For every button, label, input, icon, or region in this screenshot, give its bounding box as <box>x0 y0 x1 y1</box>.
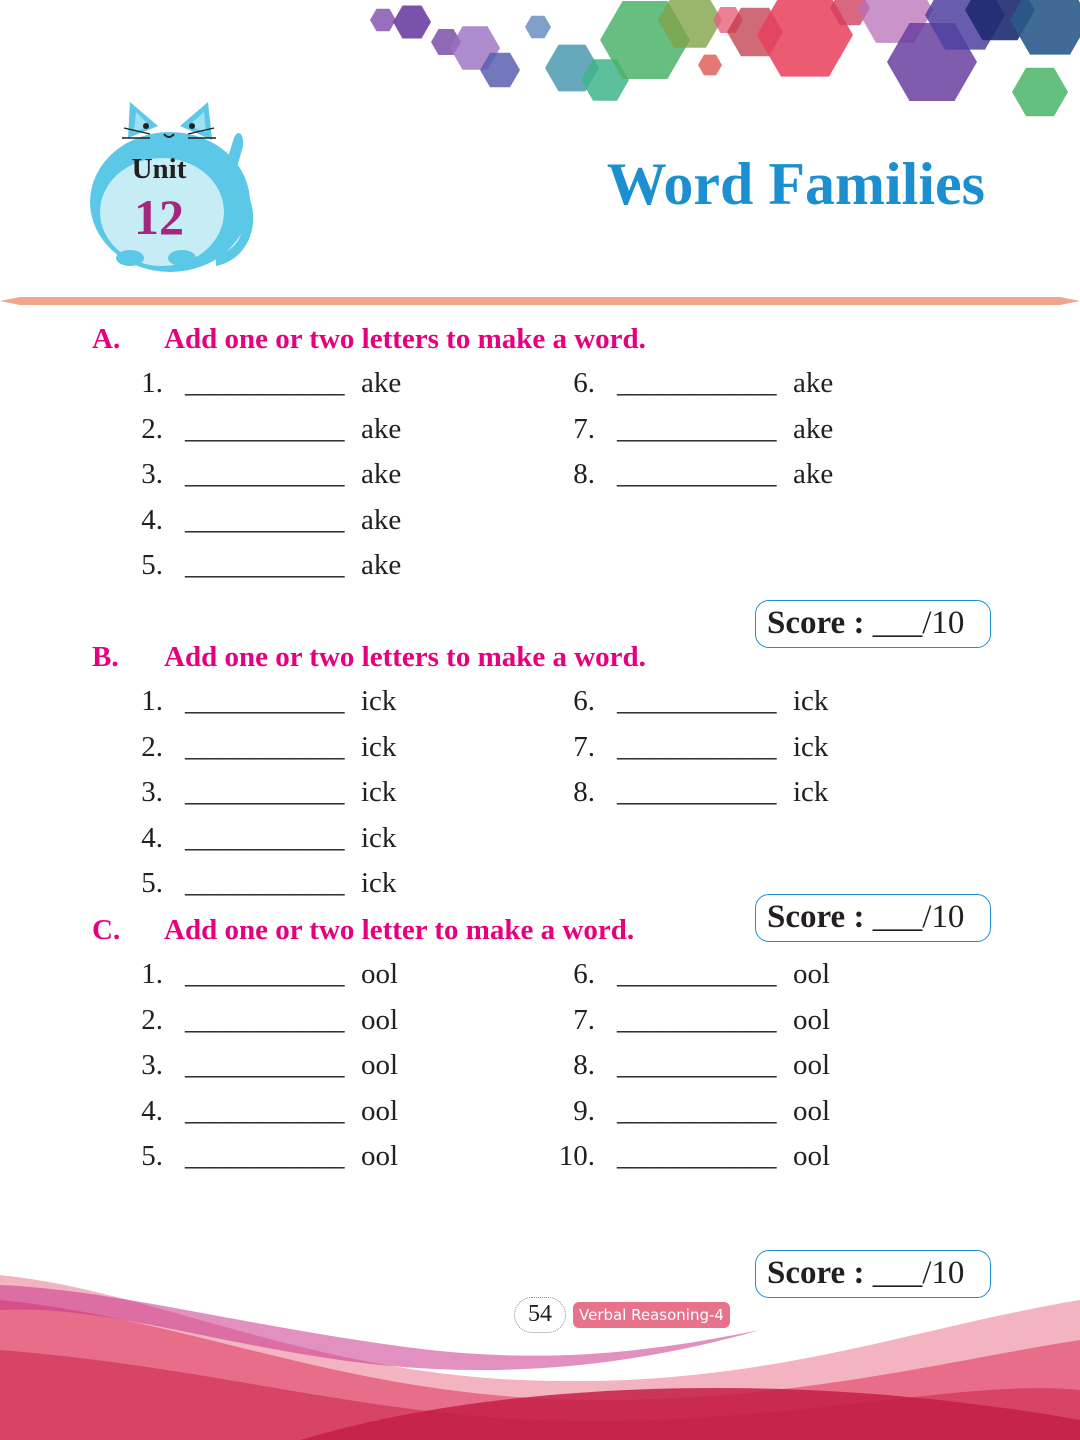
item-number: 4. <box>141 821 163 854</box>
score-total: /10 <box>922 1255 965 1291</box>
item-number: 2. <box>141 1003 163 1036</box>
hexagon-shape <box>1010 0 1080 55</box>
item-number: 4. <box>141 1094 163 1127</box>
item-number: 5. <box>141 549 163 581</box>
answer-blank[interactable]: ___________ <box>617 412 777 445</box>
answer-blank[interactable]: ___________ <box>185 412 345 445</box>
item-number: 1. <box>141 685 163 717</box>
word-ending: ick <box>361 776 397 808</box>
hexagon-shape <box>370 9 396 32</box>
word-ending: ool <box>361 1049 399 1081</box>
item-number: 6. <box>573 367 595 399</box>
answer-blank[interactable]: ___________ <box>617 458 777 490</box>
word-ending: ake <box>361 412 402 445</box>
hexagon-shape <box>393 6 431 39</box>
item-number: 7. <box>573 1003 595 1036</box>
answer-blank[interactable]: ___________ <box>185 1003 345 1036</box>
answer-blank[interactable]: ___________ <box>185 958 345 990</box>
item-number: 9. <box>573 1094 595 1127</box>
answer-blank[interactable]: ___________ <box>617 730 777 763</box>
word-ending: ool <box>793 1003 831 1036</box>
section-instruction: Add one or two letters to make a word. <box>164 641 646 673</box>
page-title: Word Families <box>606 151 985 217</box>
answer-blank[interactable]: ___________ <box>617 958 777 990</box>
item-number: 6. <box>573 685 595 717</box>
answer-blank[interactable]: ___________ <box>185 503 345 536</box>
item-number: 7. <box>573 412 595 445</box>
unit-number: 12 <box>134 189 184 245</box>
item-number: 5. <box>141 867 163 899</box>
score-label: Score : <box>767 899 865 935</box>
answer-blank[interactable]: ___________ <box>617 776 777 808</box>
score-label: Score : <box>767 1255 865 1291</box>
answer-blank[interactable]: ___________ <box>617 1049 777 1081</box>
score-blank: ___ <box>872 1255 923 1291</box>
word-ending: ake <box>793 412 834 445</box>
score-total: /10 <box>922 605 965 641</box>
section-letter: B. <box>92 641 119 673</box>
word-ending: ake <box>793 367 834 399</box>
answer-blank[interactable]: ___________ <box>185 776 345 808</box>
hexagon-shape <box>525 16 551 39</box>
answer-blank[interactable]: ___________ <box>185 730 345 763</box>
item-number: 8. <box>573 1049 595 1081</box>
item-number: 7. <box>573 730 595 763</box>
section-instruction: Add one or two letter to make a word. <box>164 914 635 946</box>
score-box <box>755 894 991 942</box>
word-ending: ool <box>793 1094 831 1127</box>
word-ending: ool <box>361 1140 399 1172</box>
score-blank: ___ <box>872 899 923 935</box>
item-number: 4. <box>141 503 163 536</box>
word-ending: ool <box>361 1003 399 1036</box>
answer-blank[interactable]: ___________ <box>617 685 777 717</box>
answer-blank[interactable]: ___________ <box>185 821 345 854</box>
word-ending: ool <box>793 1140 831 1172</box>
section-letter: A. <box>92 323 121 355</box>
score-label: Score : <box>767 605 865 641</box>
word-ending: ick <box>361 821 397 854</box>
book-title: Verbal Reasoning-4 <box>573 1302 730 1328</box>
hexagon-shape <box>1012 68 1068 116</box>
score-blank: ___ <box>872 605 923 641</box>
answer-blank[interactable]: ___________ <box>185 1094 345 1127</box>
section-letter: C. <box>92 914 121 946</box>
item-number: 3. <box>141 776 163 808</box>
score-box <box>755 1250 991 1298</box>
word-ending: ool <box>361 1094 399 1127</box>
word-ending: ool <box>793 1049 831 1081</box>
section-instruction: Add one or two letters to make a word. <box>164 323 646 355</box>
word-ending: ake <box>361 503 402 536</box>
answer-blank[interactable]: ___________ <box>617 1003 777 1036</box>
word-ending: ick <box>793 730 829 763</box>
answer-blank[interactable]: ___________ <box>185 367 345 399</box>
item-number: 2. <box>141 730 163 763</box>
item-number: 3. <box>141 458 163 490</box>
answer-blank[interactable]: ___________ <box>617 367 777 399</box>
unit-label: Unit <box>131 153 187 185</box>
item-number: 1. <box>141 958 163 990</box>
answer-blank[interactable]: ___________ <box>185 1049 345 1081</box>
answer-blank[interactable]: ___________ <box>185 458 345 490</box>
hexagon-shape <box>698 55 722 76</box>
score-total: /10 <box>922 899 965 935</box>
item-number: 8. <box>573 458 595 490</box>
answer-blank[interactable]: ___________ <box>185 685 345 717</box>
word-ending: ick <box>361 730 397 763</box>
answer-blank[interactable]: ___________ <box>185 1140 345 1172</box>
word-ending: ake <box>361 549 402 581</box>
word-ending: ool <box>361 958 399 990</box>
word-ending: ick <box>793 776 829 808</box>
item-number: 5. <box>141 1140 163 1172</box>
score-box <box>755 600 991 648</box>
item-number: 2. <box>141 412 163 445</box>
item-number: 1. <box>141 367 163 399</box>
answer-blank[interactable]: ___________ <box>185 867 345 899</box>
word-ending: ick <box>361 867 397 899</box>
word-ending: ool <box>793 958 831 990</box>
title-divider <box>0 297 1080 305</box>
word-ending: ake <box>361 367 402 399</box>
word-ending: ake <box>361 458 402 490</box>
word-ending: ick <box>361 685 397 717</box>
word-ending: ake <box>793 458 834 490</box>
answer-blank[interactable]: ___________ <box>185 549 345 581</box>
word-ending: ick <box>793 685 829 717</box>
item-number: 8. <box>573 776 595 808</box>
item-number: 10. <box>558 1140 595 1172</box>
item-number: 6. <box>573 958 595 990</box>
page-number: 54 <box>514 1297 566 1333</box>
item-number: 3. <box>141 1049 163 1081</box>
answer-blank[interactable]: ___________ <box>617 1094 777 1127</box>
answer-blank[interactable]: ___________ <box>617 1140 777 1172</box>
